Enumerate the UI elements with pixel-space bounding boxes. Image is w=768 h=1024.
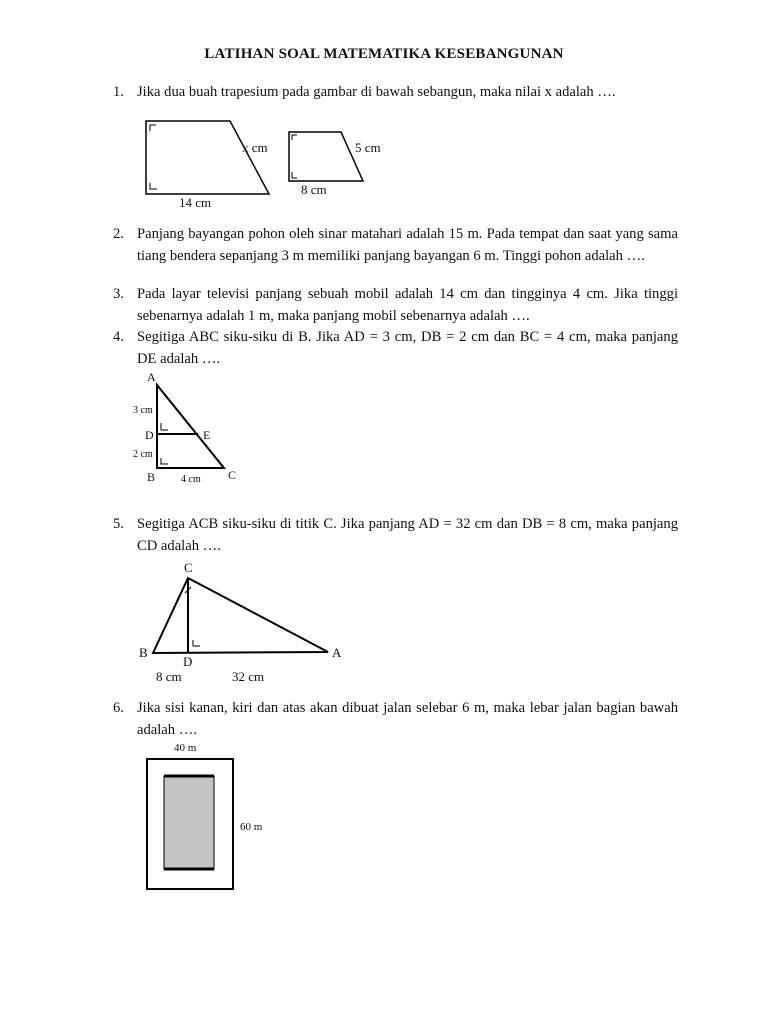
label-db: 8 cm: [156, 669, 182, 684]
question-number: 2.: [113, 226, 124, 242]
height-label: 60 m: [240, 821, 263, 833]
side-label: 5 cm: [355, 140, 381, 155]
label-d: D: [183, 654, 193, 669]
question-text: Segitiga ACB siku-siku di titik C. Jika panjang AD = 32 cm dan DB = 8 cm, maka panjang CD adalah ….: [137, 516, 678, 554]
question-number: 3.: [113, 286, 124, 302]
label-b: B: [139, 645, 148, 660]
label-b: B: [147, 470, 156, 484]
question-number: 1.: [113, 84, 124, 100]
label-c: C: [184, 560, 193, 575]
label-e: E: [203, 428, 211, 442]
small-base-label: 8 cm: [301, 182, 327, 197]
x-label: x cm: [242, 140, 268, 155]
question-number: 5.: [113, 516, 124, 532]
question-number: 4.: [113, 329, 124, 345]
question-text: Jika sisi kanan, kiri dan atas akan dibuat jalan selebar 6 m, maka lebar jalan bagian bawah adalah ….: [137, 700, 678, 738]
label-a: A: [332, 645, 342, 660]
page-title: LATIHAN SOAL MATEMATIKA KESEBANGUNAN: [204, 46, 564, 62]
inner-garden: [164, 776, 214, 869]
base-label: 14 cm: [179, 195, 212, 210]
question-number: 6.: [113, 700, 124, 716]
question-text: Panjang bayangan pohon oleh sinar matahari adalah 15 m. Pada tempat dan saat yang sama tiang bendera sepanjang 3 m memiliki panjang bayangan 6 m. Tinggi pohon adalah ….: [137, 226, 678, 264]
width-label: 40 m: [174, 742, 197, 754]
question-text: Jika dua buah trapesium pada gambar di bawah sebangun, maka nilai x adalah ….: [137, 84, 616, 100]
question-text: Segitiga ABC siku-siku di B. Jika AD = 3 cm, DB = 2 cm dan BC = 4 cm, maka panjang DE adalah ….: [137, 329, 678, 367]
label-bc: 4 cm: [181, 474, 201, 485]
question-text: Pada layar televisi panjang sebuah mobil adalah 14 cm dan tingginya 4 cm. Jika tinggi sebenarnya adalah 1 m, maka panjang mobil sebenarnya adalah ….: [137, 286, 678, 324]
label-d: D: [145, 428, 154, 442]
label-db: 2 cm: [133, 449, 153, 460]
label-a: A: [147, 370, 156, 384]
label-c: C: [228, 468, 237, 482]
label-ad: 3 cm: [133, 405, 153, 416]
label-da: 32 cm: [232, 669, 265, 684]
